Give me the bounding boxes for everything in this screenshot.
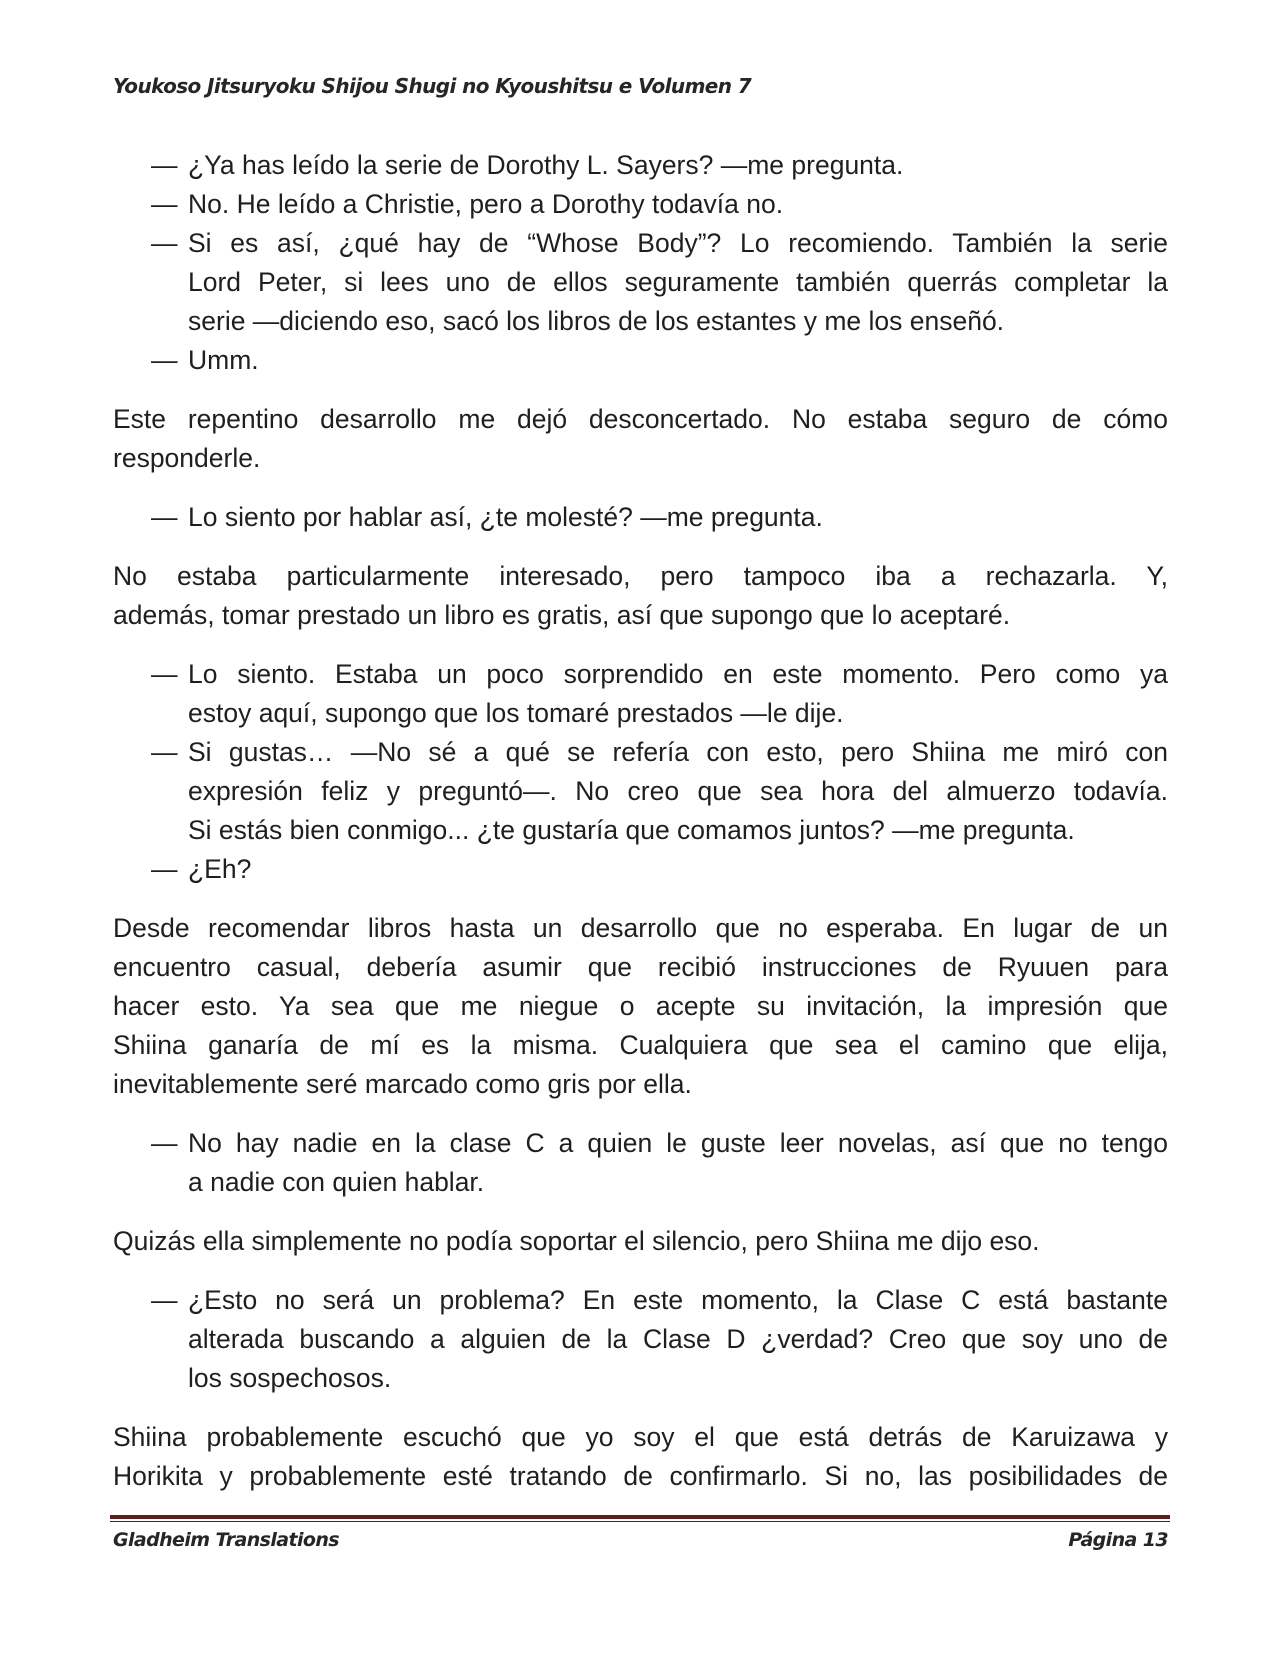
em-dash: —	[151, 228, 178, 258]
dialogue-continuation: alterada buscando a alguien de la Clase D ¿verdad? Creo que soy uno de	[188, 1324, 1168, 1354]
dialogue-line: — No hay nadie en la clase C a quien le guste leer novelas, así que no tengo	[113, 1124, 1168, 1163]
em-dash: —	[151, 737, 178, 767]
paragraph-line: No estaba particularmente interesado, pero tampoco iba a rechazarla. Y,	[113, 561, 1168, 591]
dialogue-continuation: expresión feliz y preguntó—. No creo que sea hora del almuerzo todavía.	[188, 776, 1168, 806]
em-dash: —	[151, 1128, 178, 1158]
dialogue-line: — Lo siento por hablar así, ¿te molesté? —me pregunta.	[113, 498, 1168, 537]
em-dash: —	[151, 1285, 178, 1315]
em-dash: —	[151, 659, 178, 689]
dialogue-line: — Umm.	[113, 341, 1168, 380]
running-header: Youkoso Jitsuryoku Shijou Shugi no Kyoushitsu e Volumen 7	[113, 74, 752, 98]
dialogue-continuation: a nadie con quien hablar.	[188, 1167, 485, 1197]
paragraph-line: Desde recomendar libros hasta un desarrollo que no esperaba. En lugar de un	[113, 913, 1168, 943]
paragraph-line: Shiina probablemente escuchó que yo soy el que está detrás de Karuizawa y	[113, 1422, 1168, 1452]
dialogue-continuation: estoy aquí, supongo que los tomaré prestados —le dije.	[188, 698, 844, 728]
paragraph-line: responderle.	[113, 443, 261, 473]
dialogue-line: — ¿Ya has leído la serie de Dorothy L. Sayers? —me pregunta.	[113, 146, 1168, 185]
paragraph-line: además, tomar prestado un libro es gratis, así que supongo que lo aceptaré.	[113, 600, 1011, 630]
dialogue-line: — Si es así, ¿qué hay de “Whose Body”? Lo recomiendo. También la serie	[113, 224, 1168, 263]
paragraph-line: hacer esto. Ya sea que me niegue o acepte su invitación, la impresión que	[113, 991, 1168, 1021]
em-dash: —	[151, 502, 178, 532]
dialogue-line: — ¿Esto no será un problema? En este momento, la Clase C está bastante	[113, 1281, 1168, 1320]
dialogue-line: — Lo siento. Estaba un poco sorprendido en este momento. Pero como ya	[113, 655, 1168, 694]
paragraph-line: encuentro casual, debería asumir que recibió instrucciones de Ryuuen para	[113, 952, 1168, 982]
page-body	[113, 146, 1168, 1496]
dialogue-line: — No. He leído a Christie, pero a Dorothy todavía no.	[113, 185, 1168, 224]
em-dash: —	[151, 345, 178, 375]
em-dash: —	[151, 854, 178, 884]
dialogue-continuation: los sospechosos.	[188, 1363, 392, 1393]
em-dash: —	[151, 189, 178, 219]
paragraph-line: Shiina ganaría de mí es la misma. Cualquiera que sea el camino que elija,	[113, 1030, 1168, 1060]
dialogue-continuation: serie —diciendo eso, sacó los libros de los estantes y me los enseñó.	[188, 306, 1005, 336]
page-number: Página 13	[1068, 1529, 1168, 1551]
paragraph-line: Quizás ella simplemente no podía soportar el silencio, pero Shiina me dijo eso.	[113, 1226, 1040, 1256]
dialogue-continuation: Lord Peter, si lees uno de ellos seguramente también querrás completar la	[188, 267, 1168, 297]
paragraph-line: Este repentino desarrollo me dejó desconcertado. No estaba seguro de cómo	[113, 404, 1168, 434]
paragraph-line: Horikita y probablemente esté tratando de confirmarlo. Si no, las posibilidades de	[113, 1461, 1168, 1491]
paragraph-line: inevitablemente seré marcado como gris por ella.	[113, 1069, 692, 1099]
footer-rule	[110, 1515, 1170, 1522]
dialogue-line: — ¿Eh?	[113, 850, 1168, 889]
dialogue-continuation: Si estás bien conmigo... ¿te gustaría que comamos juntos? —me pregunta.	[188, 815, 1075, 845]
dialogue-line: — Si gustas… —No sé a qué se refería con esto, pero Shiina me miró con	[113, 733, 1168, 772]
footer-credit: Gladheim Translations	[113, 1529, 339, 1551]
em-dash: —	[151, 150, 178, 180]
